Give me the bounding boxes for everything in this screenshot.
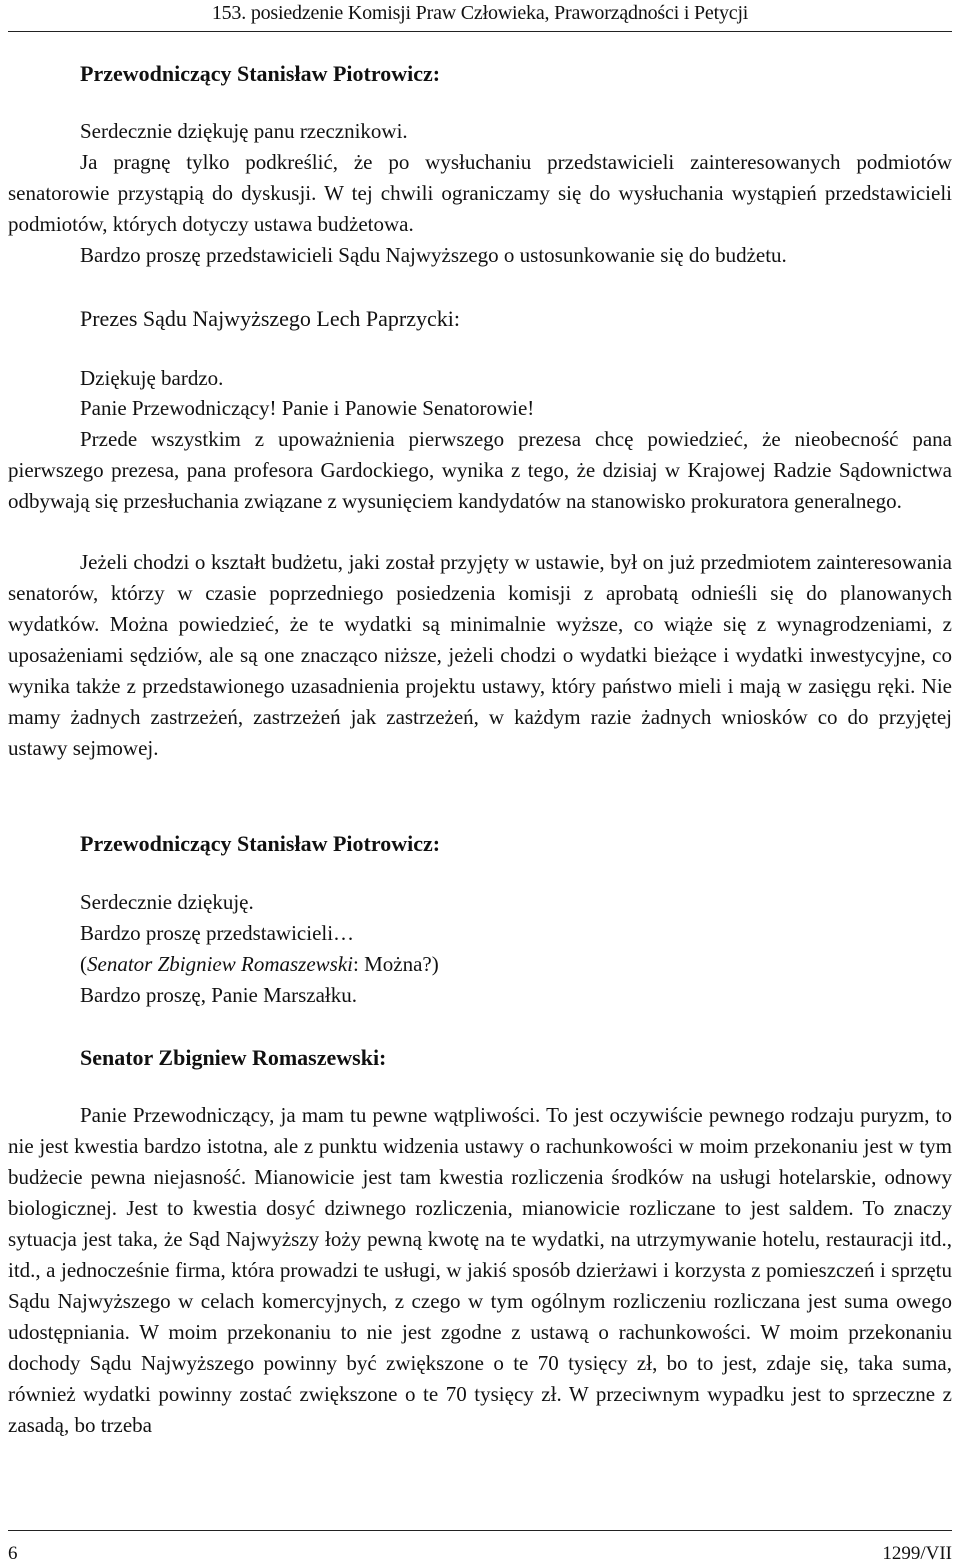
speaker-heading: Przewodniczący Stanisław Piotrowicz: (80, 61, 441, 86)
interjection-speaker: Senator Zbigniew Romaszewski (87, 952, 353, 976)
paragraph: Ja pragnę tylko podkreślić, że po wysłuchaniu przedstawicieli zainteresowanych podmiotów senatorowie przystąpią do dyskusji. W tej chwili ograniczamy się do wysłuchania wystąpień przedstawicieli podmiotów, których dotyczy ustawa budżetowa. (8, 150, 952, 236)
interjection-open: ( (80, 952, 87, 976)
speaker-heading: Senator Zbigniew Romaszewski: (80, 1045, 387, 1070)
speaker-heading: Przewodniczący Stanisław Piotrowicz: (80, 831, 441, 856)
paragraph-line: Serdecznie dziękuję panu rzecznikowi. (80, 119, 408, 143)
paragraph: Panie Przewodniczący, ja mam tu pewne wątpliwości. To jest oczywiście pewnego rodzaju puryzm, to nie jest kwestia bardzo istotna, ale z punktu widzenia ustawy o rachunkowości w moim przekonaniu jest w tym budżecie pewna niejasność. Mianowicie jest tam kwestia rozliczenia środków na usługi hotelarskie, odnowy biologicznej. Jest to kwestia dosyć dziwnego rozliczenia, mianowicie rozliczane to jest saldem. To znaczy sytuacja jest taka, że Sąd Najwyższy łoży pewną kwotę na te wydatki, na utrzymywanie hotelu, restauracji itd., itd., a jednocześnie firma, która prowadzi te usługi, w jakiś sposób dzierżawi i korzysta z pomieszczeń i sprzętu Sądu Najwyższego w celach komercyjnych, z czego w tym ogólnym rozliczeniu rozliczana jest suma owego udostępniania. W moim przekonaniu to nie jest zgodne z ustawą o rachunkowości. W moim przekonaniu dochody Sądu Najwyższego powinny być zwiększone o te 70 tysięcy zł, bo to jest, zdaje się, taka suma, również wydatki powinny zostać zwiększone o te 70 tysięcy zł. W przeciwnym wypadku jest to sprzeczne z zasadą, bo trzeba (8, 1103, 952, 1437)
speaker-heading: Prezes Sądu Najwyższego Lech Paprzycki: (80, 306, 460, 331)
footer-rule (8, 1530, 952, 1531)
interjection-line (80, 949, 439, 980)
paragraph-line: Serdecznie dziękuję. (80, 890, 254, 914)
document-id: 1299/VII (882, 1543, 952, 1564)
paragraph-line: Dziękuję bardzo. (80, 366, 224, 390)
paragraph-line: Panie Przewodniczący! Panie i Panowie Senatorowie! (80, 396, 535, 420)
header-rule (8, 31, 952, 32)
page-number: 6 (8, 1543, 18, 1564)
paragraph: Przede wszystkim z upoważnienia pierwszego prezesa chcę powiedzieć, że nieobecność pana pierwszego prezesa, pana profesora Gardockiego, wynika z tego, że dzisiaj w Krajowej Radzie Sądownictwa odbywają się przesłuchania związane z wysunięciem kandydatów na stanowisko prokuratora generalnego. (8, 427, 952, 513)
interjection-text: : Można?) (353, 952, 439, 976)
paragraph-line: Bardzo proszę przedstawicieli Sądu Najwyższego o ustosunkowanie się do budżetu. (80, 243, 787, 267)
page-header-title: 153. posiedzenie Komisji Praw Człowieka, Praworządności i Petycji (211, 2, 749, 24)
paragraph: Jeżeli chodzi o kształt budżetu, jaki został przyjęty w ustawie, był on już przedmiotem zainteresowania senatorów, którzy w czasie poprzedniego posiedzenia komisji z aprobatą odnieśli się do planowanych wydatków. Można powiedzieć, że te wydatki są minimalnie wyższe, co wiąże się z wynagrodzeniami, z uposażeniami sędziów, ale są one znacząco niższe, jeżeli chodzi o wydatki bieżące i wydatki inwestycyjne, co wynika także z przedstawionego uzasadnienia projektu ustawy, który państwo mieli i mają w zasięgu ręki. Nie mamy żadnych zastrzeżeń, zastrzeżeń jak zastrzeżeń, w każdym razie żadnych wniosków co do przyjętej ustawy sejmowej. (8, 550, 952, 760)
paragraph-line: Bardzo proszę, Panie Marszałku. (80, 983, 357, 1007)
paragraph-line: Bardzo proszę przedstawicieli… (80, 921, 355, 945)
